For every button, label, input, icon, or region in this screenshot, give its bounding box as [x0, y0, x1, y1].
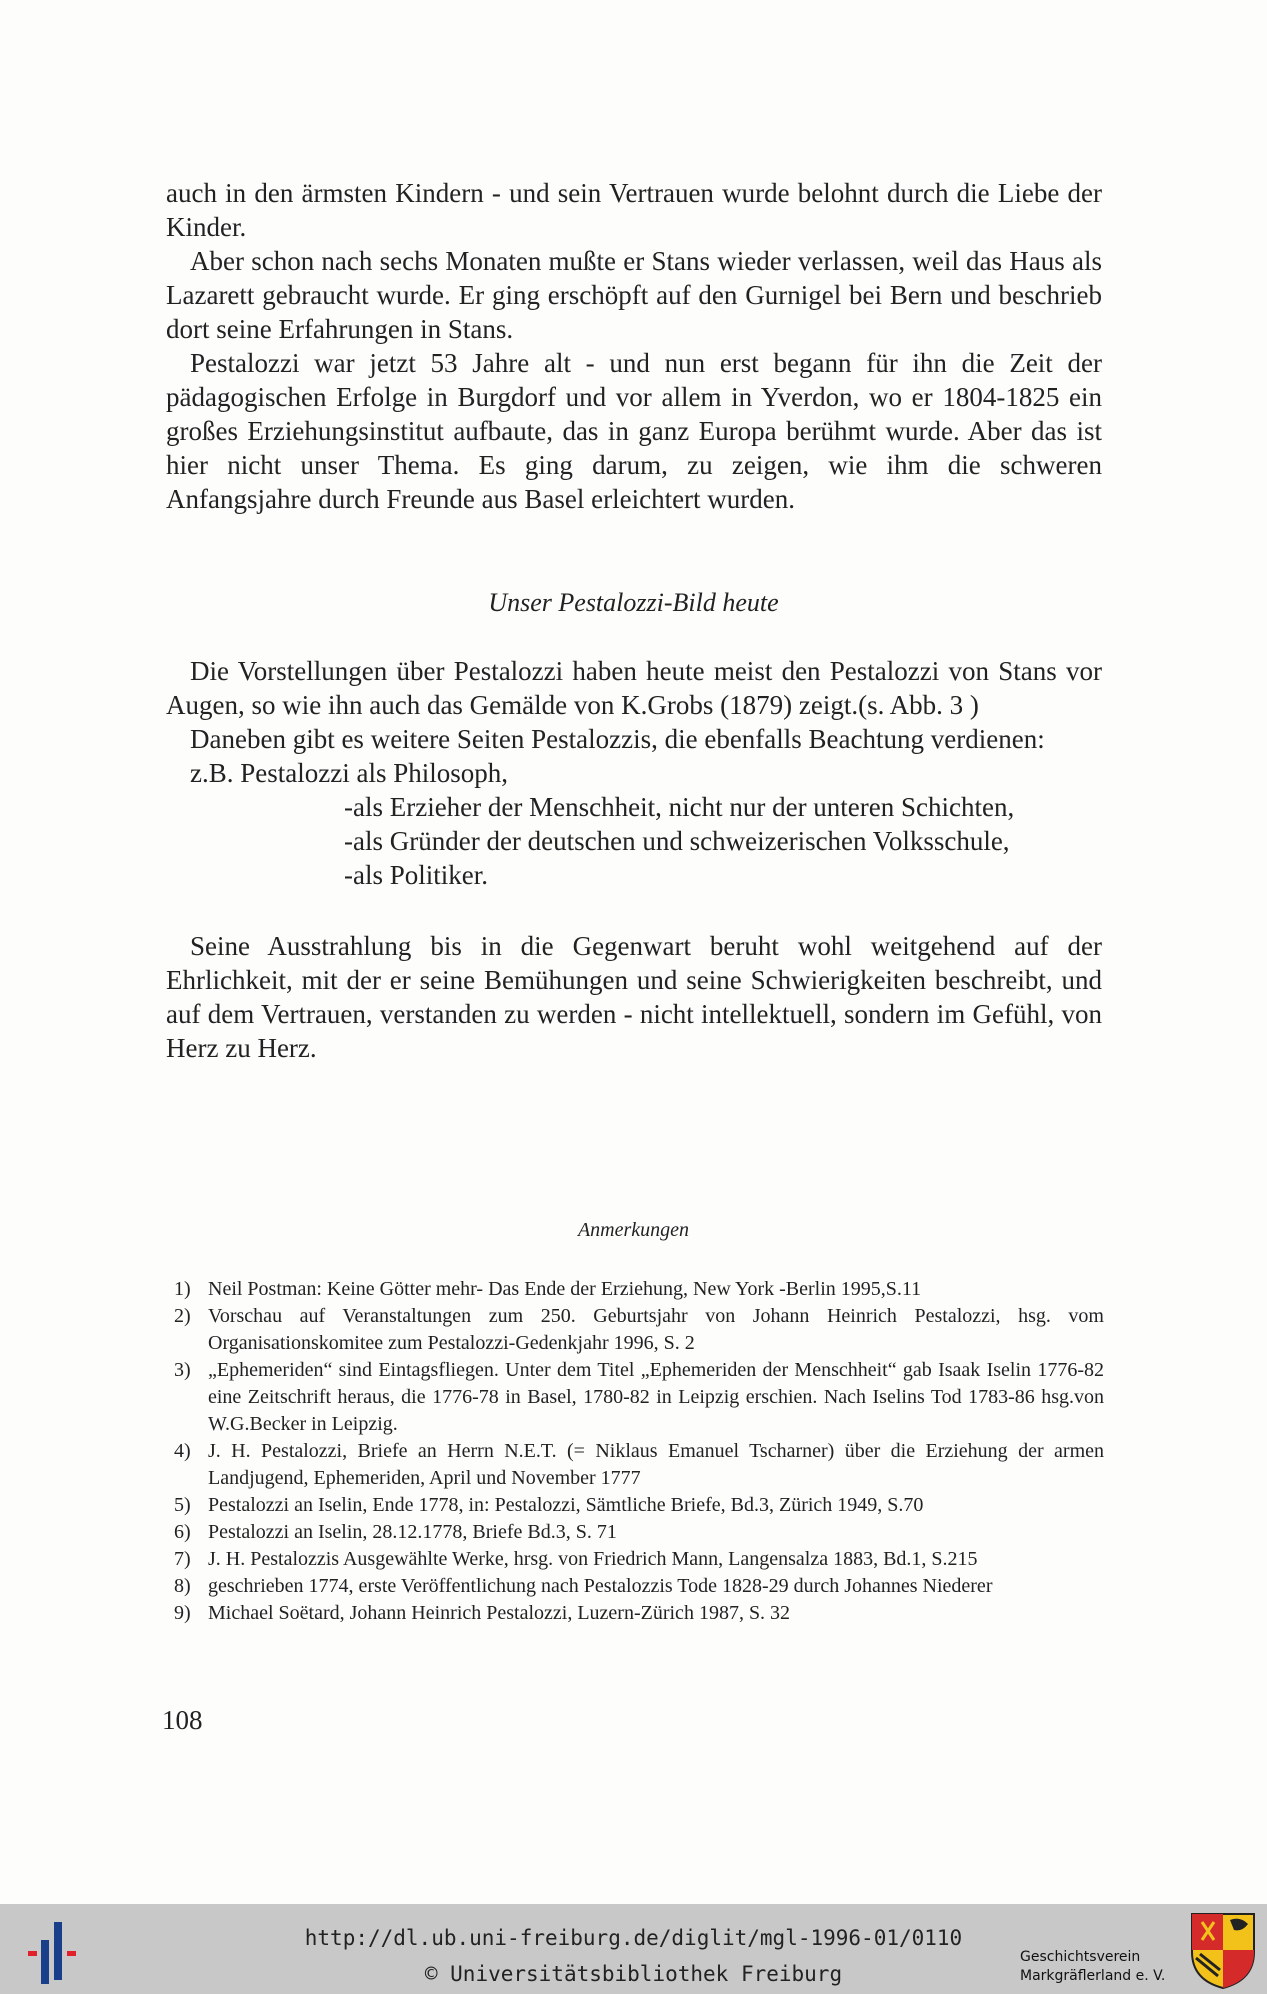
paragraph: Pestalozzi war jetzt 53 Jahre alt - und nun erst begann für ihn die Zeit der pädagogischen Erfolge in Burgdorf und vor allem in Yverdon, wo er 1804-1825 ein großes Erziehungsinstitut aufbaute, das in ganz Europa berühmt wurde. Aber das ist hier nicht unser Thema. Es ging darum, zu zeigen, wie ihm die schweren Anfangsjahre durch Freunde aus Basel erleichtert wurden. [166, 348, 1102, 514]
note-item [174, 1519, 1104, 1546]
note-item [174, 1600, 1104, 1627]
list-item: -als Gründer der deutschen und schweizerischen Volksschule, [344, 826, 1010, 856]
note-number: 3) [174, 1359, 191, 1381]
note-number: 6) [174, 1521, 191, 1543]
paragraph: Aber schon nach sechs Monaten mußte er Stans wieder verlassen, weil das Haus als Lazarett gebraucht wurde. Er ging erschöpft auf den Gurnigel bei Bern und beschrieb dort seine Erfahrungen in Stans. [166, 246, 1102, 344]
closing-text-block [166, 929, 1102, 1065]
viewer-footer [0, 1904, 1267, 1994]
society-name-line: Geschichtsverein [1020, 1949, 1141, 1965]
section-text-block [166, 654, 1102, 790]
note-item [174, 1492, 1104, 1519]
page-number: 108 [162, 1705, 203, 1735]
note-text: Pestalozzi an Iselin, Ende 1778, in: Pestalozzi, Sämtliche Briefe, Bd.3, Zürich 1949, S.70 [208, 1494, 924, 1516]
note-text: Pestalozzi an Iselin, 28.12.1778, Briefe Bd.3, S. 71 [208, 1521, 617, 1543]
note-text: geschrieben 1774, erste Veröffentlichung nach Pestalozzis Tode 1828-29 durch Johannes Niederer [208, 1575, 993, 1597]
note-item [174, 1573, 1104, 1600]
note-text: J. H. Pestalozzis Ausgewählte Werke, hrsg. von Friedrich Mann, Langensalza 1883, Bd.1, S.215 [208, 1548, 978, 1570]
society-name [1020, 1948, 1165, 1986]
note-number: 7) [174, 1548, 191, 1570]
notes-title: Anmerkungen [577, 1219, 690, 1241]
note-item [174, 1303, 1104, 1357]
note-text: Michael Soëtard, Johann Heinrich Pestalozzi, Luzern-Zürich 1987, S. 32 [208, 1602, 791, 1624]
note-number: 2) [174, 1305, 191, 1327]
top-text-block [166, 176, 1102, 516]
note-text: Vorschau auf Veranstaltungen zum 250. Geburtsjahr von Johann Heinrich Pestalozzi, hsg. vom Organisationskomitee zum Pestalozzi-Gedenkjahr 1996, S. 2 [208, 1305, 1104, 1354]
list-item: -als Erzieher der Menschheit, nicht nur der unteren Schichten, [344, 792, 1015, 822]
note-number: 9) [174, 1602, 191, 1624]
paragraph: auch in den ärmsten Kindern - und sein Vertrauen wurde belohnt durch die Liebe der Kinder. [166, 178, 1102, 242]
note-item [174, 1438, 1104, 1492]
paragraph: Die Vorstellungen über Pestalozzi haben heute meist den Pestalozzi von Stans vor Augen, so wie ihn auch das Gemälde von K.Grobs (1879) zeigt.(s. Abb. 3 ) [166, 656, 1102, 720]
society-name-line: Markgräflerland e. V. [1020, 1968, 1166, 1984]
note-text: „Ephemeriden“ sind Eintagsfliegen. Unter dem Titel „Ephemeriden der Menschheit“ gab Isaak Iselin 1776-82 eine Zeitschrift heraus, die 1776-78 in Basel, 1780-82 in Leipzig erschien. Nach Iselins Tod 1783-86 hsg.von W.G.Becker in Leipzig. [208, 1359, 1104, 1435]
paragraph: Seine Ausstrahlung bis in die Gegenwart beruht wohl weitgehend auf der Ehrlichkeit, mit der er seine Bemühungen und seine Schwierigkeiten beschreibt, und auf dem Vertrauen, verstanden zu werden - nicht intellektuell, sondern im Gefühl, von Herz zu Herz. [166, 931, 1102, 1063]
note-number: 4) [174, 1440, 191, 1462]
note-number: 8) [174, 1575, 191, 1597]
paragraph-line: z.B. Pestalozzi als Philosoph, [190, 758, 508, 788]
paragraph-line: Daneben gibt es weitere Seiten Pestalozzis, die ebenfalls Beachtung verdienen: [190, 724, 1045, 754]
note-item [174, 1546, 1104, 1573]
section-heading: Unser Pestalozzi-Bild heute [488, 588, 779, 617]
note-item [174, 1276, 1104, 1303]
footer-url-link[interactable]: http://dl.ub.uni-freiburg.de/diglit/mgl-1996-01/0110 [304, 1926, 963, 1950]
note-number: 5) [174, 1494, 191, 1516]
note-item [174, 1357, 1104, 1438]
list-item: -als Politiker. [344, 860, 488, 890]
coat-of-arms-icon [1190, 1912, 1256, 1990]
notes-list [174, 1276, 1104, 1627]
note-text: Neil Postman: Keine Götter mehr- Das Ende der Erziehung, New York -Berlin 1995,S.11 [208, 1278, 922, 1300]
note-number: 1) [174, 1278, 191, 1300]
footer-copyright: © Universitätsbibliothek Freiburg [424, 1962, 843, 1986]
note-text: J. H. Pestalozzi, Briefe an Herrn N.E.T. (= Niklaus Emanuel Tscharner) über die Erziehung der armen Landjugend, Ephemeriden, April und November 1777 [208, 1440, 1104, 1489]
